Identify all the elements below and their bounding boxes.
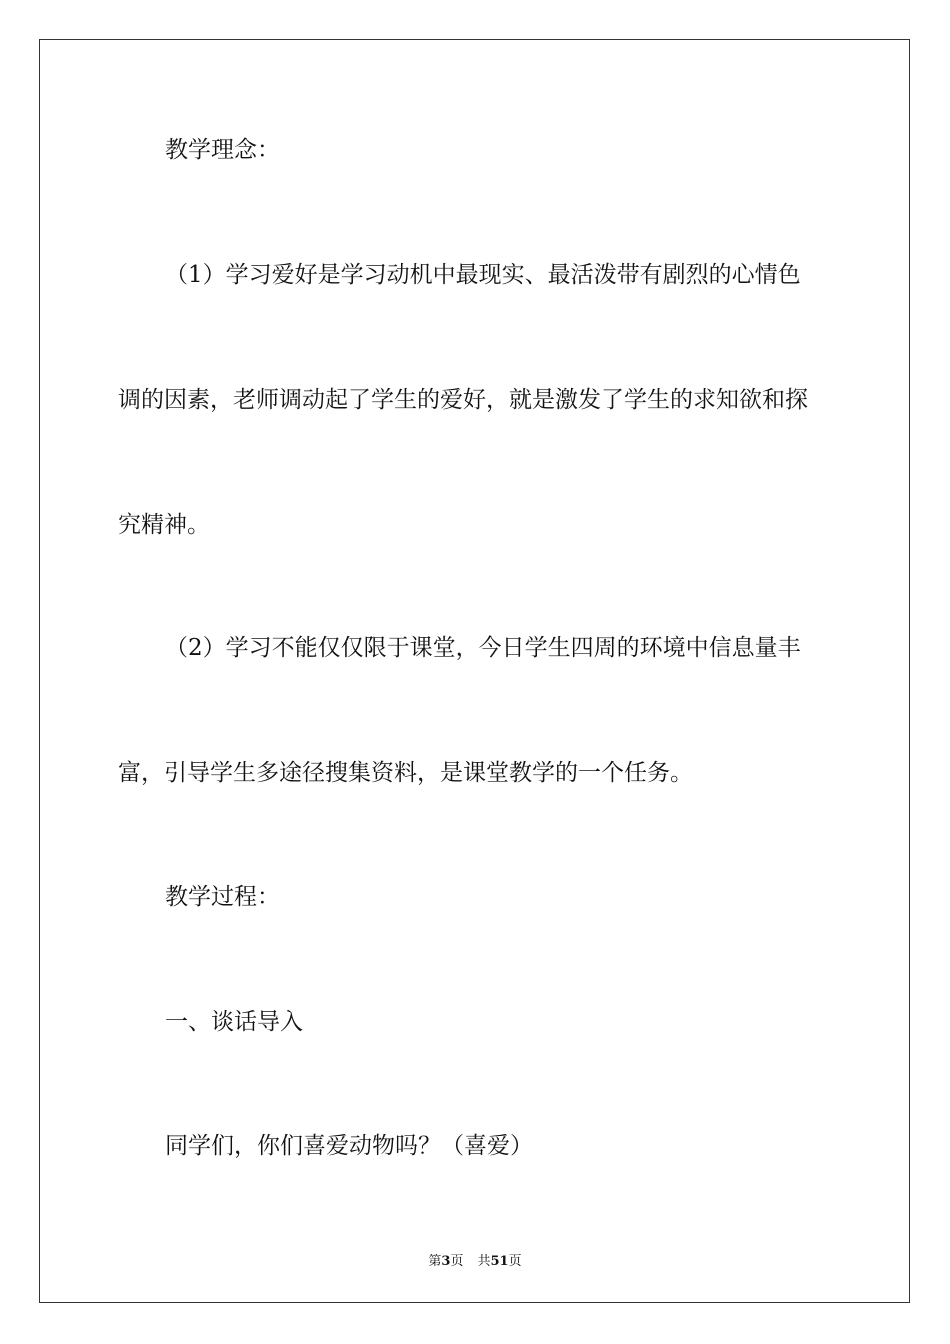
heading-teaching-process: 教学过程： (165, 884, 280, 910)
total-suffix: 页 (508, 1254, 522, 1269)
total-prefix: 共 (477, 1254, 491, 1269)
page-border (39, 39, 910, 1303)
paragraph-line: 同学们，你们喜爱动物吗？（喜爱） (165, 1133, 533, 1159)
section-heading: 一、谈话导入 (165, 1009, 303, 1035)
page-number: 3 (441, 1254, 451, 1269)
page-prefix: 第 (428, 1254, 442, 1269)
heading-teaching-philosophy: 教学理念： (165, 137, 280, 163)
page-suffix: 页 (450, 1254, 464, 1269)
paragraph-line: 究精神。 (118, 512, 210, 538)
page-footer (0, 1250, 950, 1269)
total-pages: 51 (490, 1254, 509, 1269)
paragraph-line: （1）学习爱好是学习动机中最现实、最活泼带有剧烈的心情色 (165, 262, 801, 288)
paragraph-line: （2）学习不能仅仅限于课堂，今日学生四周的环境中信息量丰 (165, 635, 801, 661)
paragraph-line: 富，引导学生多途径搜集资料，是课堂教学的一个任务。 (118, 760, 693, 786)
paragraph-line: 调的因素，老师调动起了学生的爱好，就是激发了学生的求知欲和探 (118, 387, 808, 413)
